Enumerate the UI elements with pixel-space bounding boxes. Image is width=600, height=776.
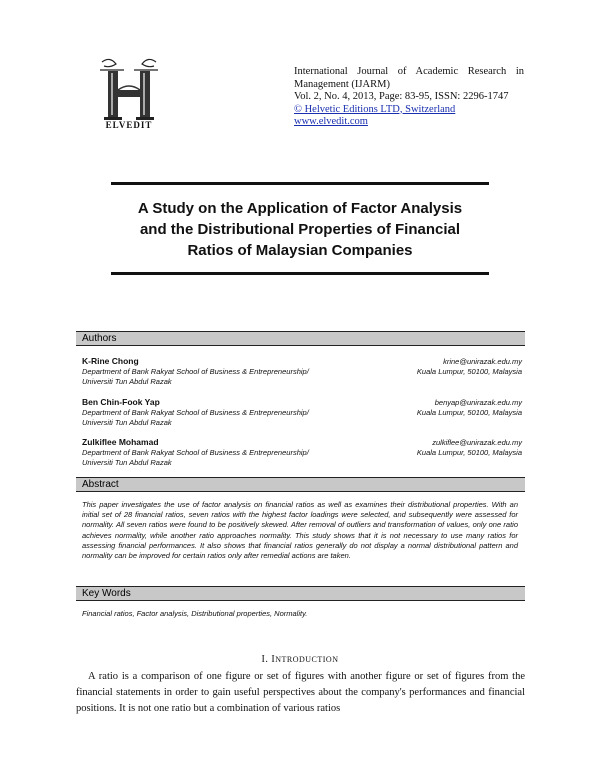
author-2 — [82, 397, 522, 428]
keywords-text: Financial ratios, Factor analysis, Distributional properties, Normality. — [82, 609, 308, 618]
title-line-3: Ratios of Malaysian Companies — [187, 242, 413, 259]
section-numeral: I. — [261, 654, 269, 665]
copyright-link[interactable]: © Helvetic Editions LTD, Switzerland — [294, 103, 456, 115]
logo-wordmark: ELVEDIT — [105, 120, 153, 130]
title-line-2: and the Distributional Properties of Financial — [139, 221, 461, 238]
journal-name-line2: Management (IJARM) — [294, 78, 390, 90]
journal-name-line1: International Journal of Academic Research in — [294, 66, 524, 77]
author-university: Universiti Tun Abdul Razak — [82, 377, 172, 386]
abstract-heading: Abstract — [82, 479, 119, 490]
heading-rest: NTRODUCTION — [275, 655, 339, 664]
journal-info — [294, 66, 524, 129]
abstract-section-header — [76, 477, 525, 492]
keywords-section-header — [76, 586, 525, 601]
abstract-text: This paper investigates the use of factor analysis on financial ratios as well as examines their distributional properties. With an initial set of 28 financial ratios, seven ratios with the highest factor loadings were selected, and subsequently were assessed for normality. All seven ratios were found to be positively skewed. After removal of outliers and transformation of values, only one ratio achieves normality, while another ratio approaches normality. This study shows that it is not necessary to use many ratios for assessing financial performances. It also shows that financial ratios generally do not display a normal distributional pattern and normality can be improved for certain ratios only after remedial actions are taken. — [82, 500, 518, 561]
author-university: Universiti Tun Abdul Razak — [82, 418, 172, 427]
author-name: Ben Chin-Fook Yap — [82, 397, 160, 407]
author-dept: Department of Bank Rakyat School of Business & Entrepreneurship/ — [82, 448, 309, 457]
author-name: Zulkiflee Mohamad — [82, 437, 159, 447]
title-rule-top — [111, 182, 489, 185]
author-location: Kuala Lumpur, 50100, Malaysia — [416, 408, 522, 417]
website-link[interactable]: www.elvedit.com — [294, 116, 368, 127]
authors-heading: Authors — [82, 333, 117, 344]
keywords-heading: Key Words — [82, 588, 131, 599]
author-dept: Department of Bank Rakyat School of Business & Entrepreneurship/ — [82, 408, 309, 417]
journal-volume: Vol. 2, No. 4, 2013, Page: 83-95, ISSN: 2296-1747 — [294, 91, 509, 102]
authors-section-header — [76, 331, 525, 346]
author-name: K-Rine Chong — [82, 356, 139, 366]
author-location: Kuala Lumpur, 50100, Malaysia — [416, 367, 522, 376]
author-university: Universiti Tun Abdul Razak — [82, 458, 172, 467]
author-dept: Department of Bank Rakyat School of Business & Entrepreneurship/ — [82, 367, 309, 376]
author-email[interactable]: krine@unirazak.edu.my — [443, 357, 522, 366]
introduction-heading — [0, 654, 600, 665]
author-3 — [82, 437, 522, 468]
author-1 — [82, 356, 522, 387]
paper-title — [80, 198, 520, 261]
author-email[interactable]: benyap@unirazak.edu.my — [434, 398, 522, 407]
title-rule-bottom — [111, 272, 489, 275]
introduction-paragraph: A ratio is a comparison of one figure or set of figures with another figure or set of figures from the financial statements in order to gain useful perspectives about the company's performances and financial positions. It is not one ratio but a combination of various ratios — [76, 671, 525, 714]
heading-initial: I — [271, 654, 276, 665]
author-email[interactable]: zulkiflee@unirazak.edu.my — [432, 438, 522, 447]
title-line-1: A Study on the Application of Factor Analysis — [137, 200, 463, 217]
author-location: Kuala Lumpur, 50100, Malaysia — [416, 448, 522, 457]
